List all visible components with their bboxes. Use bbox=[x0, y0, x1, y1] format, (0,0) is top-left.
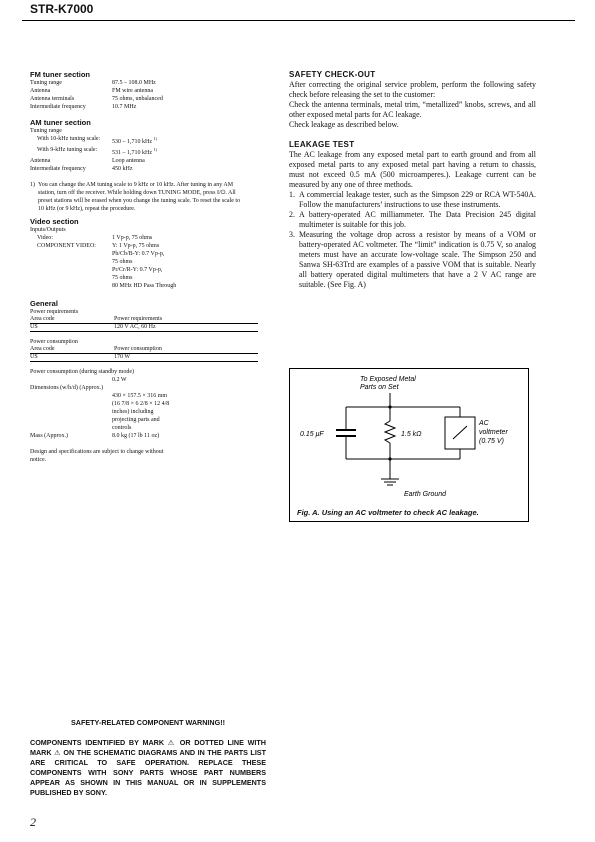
table-header-cell: Power consumption bbox=[114, 346, 258, 354]
safety-paragraph: Check the antenna terminals, metal trim, “metallized” knobs, screws, and all other exposed metal parts for AC leakage. bbox=[289, 100, 536, 119]
footnote-mark: 1) bbox=[153, 147, 157, 152]
spec-value: 450 kHz bbox=[112, 166, 133, 172]
page-number: 2 bbox=[30, 815, 36, 829]
spec-key: Video: bbox=[37, 235, 53, 241]
list-text: Measuring the voltage drop across a resistor by means of a VOM or battery-operated AC voltmeter. The “limit” indication is 0.75 V, so analog meters must have an accurate low-voltage scale. The Simpson 250 and Sanwa SH-63Trd are examples of a passive VOM that is suitable. Nearly all battery operated digital multimeters that have a 2 V AC range are suitable. (See Fig. A) bbox=[299, 230, 536, 289]
voltmeter-label: (0.75 V) bbox=[479, 438, 504, 445]
spec-key: With 10-kHz tuning scale: bbox=[37, 136, 101, 142]
table-header-cell: Area code bbox=[30, 346, 114, 354]
list-text: A commercial leakage tester, such as the Simpson 229 or RCA WT-540A. Follow the manufacturers’ instructions to use these instruments. bbox=[299, 190, 536, 209]
spec-value: 10.7 MHz bbox=[112, 104, 137, 110]
spec-row bbox=[30, 432, 270, 440]
fm-section-title: FM tuner section bbox=[30, 70, 91, 79]
footnote-number: 1) bbox=[30, 182, 35, 188]
junction-dot bbox=[388, 457, 391, 460]
power-requirements-table bbox=[30, 316, 258, 332]
spec-row bbox=[30, 87, 270, 95]
capacitor-label: 0.15 μF bbox=[300, 431, 324, 438]
table-header-cell: Power requirements bbox=[114, 316, 258, 324]
spec-value: Loop antenna bbox=[112, 158, 145, 164]
table-row bbox=[30, 354, 258, 362]
dimensions-value bbox=[30, 392, 270, 432]
model-title: STR-K7000 bbox=[30, 2, 94, 16]
list-item bbox=[289, 230, 536, 290]
power-requirements-label: Power requirements bbox=[30, 309, 79, 315]
table-header-row bbox=[30, 316, 258, 324]
table-cell: US bbox=[30, 324, 114, 332]
spec-key: Tuning range bbox=[30, 80, 62, 86]
list-item bbox=[289, 210, 536, 230]
safety-paragraph: After correcting the original service problem, perform the following safety check before releasing the set to the customer: bbox=[289, 80, 536, 99]
header-rule bbox=[22, 20, 575, 21]
spec-key: Intermediate frequency bbox=[30, 104, 86, 110]
leakage-circuit-diagram bbox=[290, 369, 528, 505]
spec-key: Intermediate frequency bbox=[30, 166, 86, 172]
warning-body: COMPONENTS IDENTIFIED BY MARK ⚠ OR DOTTED LINE WITH MARK ⚠ ON THE SCHEMATIC DIAGRAMS AND IN THE PARTS LIST ARE CRITICAL TO SAFE OPERATION. REPLACE THESE COMPONENTS WITH SONY PARTS WHOSE PART NUMBERS APPEAR AS SHOWN IN THIS MANUAL OR IN SUPPLEMENTS PUBLISHED BY SONY. bbox=[30, 738, 266, 797]
specifications-column bbox=[30, 70, 270, 464]
spec-key: Antenna bbox=[30, 158, 51, 164]
dimensions-line: controls bbox=[112, 425, 132, 431]
spec-value bbox=[112, 242, 270, 290]
list-number: 1. bbox=[289, 190, 295, 199]
component-line: 75 ohms bbox=[112, 275, 133, 281]
spec-key: Antenna terminals bbox=[30, 96, 75, 102]
safety-column bbox=[289, 70, 536, 290]
table-cell: 120 V AC, 60 Hz bbox=[114, 324, 258, 332]
figure-a bbox=[289, 368, 529, 522]
spec-key: With 9-kHz tuning scale: bbox=[37, 147, 98, 153]
warning-title: SAFETY-RELATED COMPONENT WARNING!! bbox=[71, 718, 225, 727]
spec-value: 75 ohms, unbalanced bbox=[112, 96, 163, 102]
spec-row bbox=[30, 165, 270, 173]
dimensions-line: 430 × 157.5 × 316 mm bbox=[112, 393, 168, 399]
dimensions-line: inches) including bbox=[112, 409, 154, 415]
figure-caption: Fig. A. Using an AC voltmeter to check AC leakage. bbox=[297, 508, 479, 517]
probe-label: To Exposed Metal bbox=[360, 376, 416, 383]
spec-key: Mass (Approx.) bbox=[30, 433, 68, 439]
component-line: 80 MHz HD Pass Through bbox=[112, 283, 177, 289]
safety-paragraph: Check leakage as described below. bbox=[289, 120, 399, 129]
am-section-title: AM tuner section bbox=[30, 118, 91, 127]
spec-value: 87.5 – 108.0 MHz bbox=[112, 80, 156, 86]
dimensions-line: (16 7/8 × 6 2/8 × 12 4/8 bbox=[112, 401, 170, 407]
component-line: Pb/Cb/B-Y: 0.7 Vp-p, bbox=[112, 251, 165, 257]
spec-key: COMPONENT VIDEO: bbox=[37, 243, 96, 249]
spec-value: 1 Vp-p, 75 ohms bbox=[112, 235, 153, 241]
safety-checkout-heading: SAFETY CHECK-OUT bbox=[289, 70, 376, 79]
spec-key: Antenna bbox=[30, 88, 51, 94]
junction-dot bbox=[388, 405, 391, 408]
am-tuning-range-label: Tuning range bbox=[30, 128, 62, 134]
table-header-row bbox=[30, 346, 258, 354]
spec-row bbox=[30, 157, 270, 165]
list-text: A battery-operated AC milliammeter. The Data Precision 245 digital multimeter is suitable for this job. bbox=[299, 210, 536, 229]
spec-row bbox=[30, 103, 270, 111]
spec-row bbox=[30, 242, 270, 290]
voltmeter-label: voltmeter bbox=[479, 429, 508, 436]
am-footnote bbox=[30, 181, 242, 213]
footnote-mark: 1) bbox=[153, 136, 157, 141]
leakage-test-heading: LEAKAGE TEST bbox=[289, 140, 355, 149]
standby-value: 0.2 W bbox=[112, 377, 127, 383]
table-header-cell: Area code bbox=[30, 316, 114, 324]
video-section-title: Video section bbox=[30, 217, 79, 226]
table-row bbox=[30, 324, 258, 332]
dimensions-line: projecting parts and bbox=[112, 417, 160, 423]
component-line: Pr/Cr/R-Y: 0.7 Vp-p, bbox=[112, 267, 163, 273]
inputs-outputs-label: Inputs/Outputs bbox=[30, 227, 66, 233]
spec-row bbox=[30, 79, 270, 87]
disclaimer-text: Design and specifications are subject to change without notice. bbox=[30, 449, 164, 463]
standby-label: Power consumption (during standby mode) bbox=[30, 369, 134, 375]
spec-value bbox=[112, 146, 270, 157]
list-number: 3. bbox=[289, 230, 295, 239]
spec-value: 8.0 kg (17 lb 11 oz) bbox=[112, 433, 160, 439]
list-number: 2. bbox=[289, 210, 295, 219]
spec-row bbox=[30, 95, 270, 103]
component-line: 75 ohms bbox=[112, 259, 133, 265]
resistor-label: 1.5 kΩ bbox=[401, 431, 422, 438]
spec-value: FM wire antenna bbox=[112, 88, 153, 94]
ground-label: Earth Ground bbox=[404, 491, 447, 498]
safety-warning bbox=[30, 718, 266, 798]
power-consumption-label: Power consumption bbox=[30, 339, 78, 345]
leakage-paragraph: The AC leakage from any exposed metal part to earth ground and from all exposed metal parts to any exposed metal part having a return to chassis, must not exceed 0.5 mA (500 microamperes.). Leakage current can be measured by any one of three methods. bbox=[289, 150, 536, 189]
dimensions-label: Dimensions (w/h/d) (Approx.) bbox=[30, 385, 104, 391]
component-line: Y: 1 Vp-p, 75 ohms bbox=[112, 243, 160, 249]
table-cell: US bbox=[30, 354, 114, 362]
list-item bbox=[289, 190, 536, 210]
probe-label: Parts on Set bbox=[360, 384, 399, 391]
power-consumption-table bbox=[30, 346, 258, 362]
table-cell: 170 W bbox=[114, 354, 258, 362]
footnote-text: You can change the AM tuning scale to 9 kHz or 10 kHz. After tuning in any AM station, turn off the receiver. While holding down TUNING MODE, press I/⏻. All preset stations will be erased when you change the tuning scale. To reset the scale to 10 kHz (or 9 kHz), repeat the procedure. bbox=[38, 182, 241, 212]
general-section-title: General bbox=[30, 299, 58, 308]
voltmeter-label: AC bbox=[479, 420, 489, 427]
spec-row bbox=[30, 146, 270, 157]
spec-row bbox=[30, 234, 270, 242]
am-scale9-value: 531 – 1,710 kHz bbox=[112, 150, 152, 156]
spec-row bbox=[30, 135, 270, 146]
am-scale10-value: 530 – 1,710 kHz bbox=[112, 139, 152, 145]
spec-value bbox=[112, 135, 270, 146]
